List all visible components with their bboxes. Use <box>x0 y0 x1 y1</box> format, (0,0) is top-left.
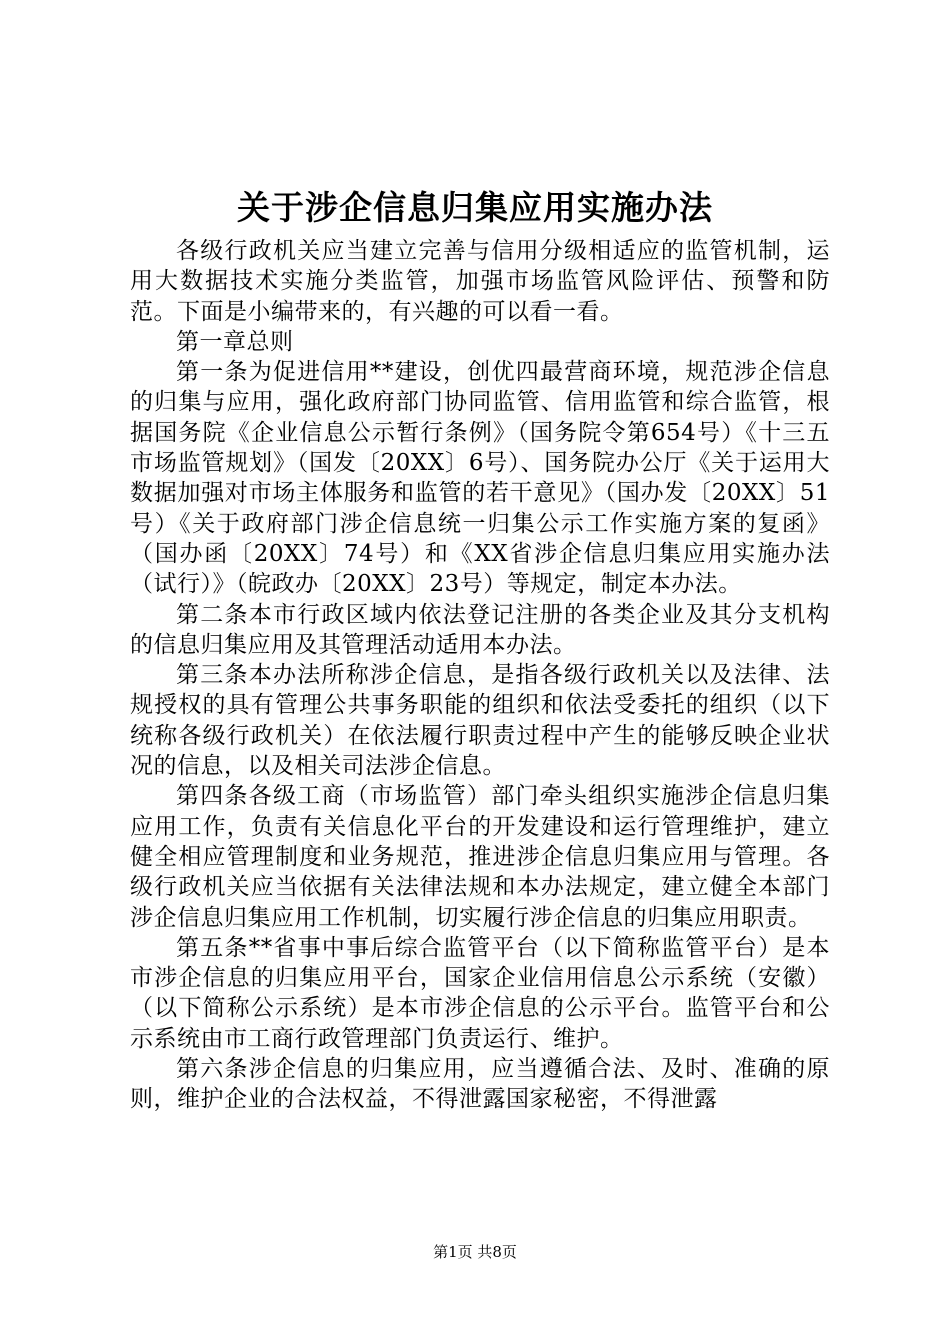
intro-paragraph: 各级行政机关应当建立完善与信用分级相适应的监管机制，运用大数据技术实施分类监管，加强市场监管风险评估、预警和防范。下面是小编带来的，有兴趣的可以看一看。 <box>130 238 830 325</box>
page-footer: 第1页 共8页 <box>433 1243 517 1261</box>
article-6-paragraph: 第六条涉企信息的归集应用，应当遵循合法、及时、准确的原则，维护企业的合法权益，不得泄露国家秘密，不得泄露 <box>130 1056 830 1113</box>
document-title: 关于涉企信息归集应用实施办法 <box>237 188 713 227</box>
article-2-paragraph: 第二条本市行政区域内依法登记注册的各类企业及其分支机构的信息归集应用及其管理活动适用本办法。 <box>130 601 830 658</box>
document-body <box>130 236 830 1115</box>
article-5-paragraph: 第五条**省事中事后综合监管平台（以下简称监管平台）是本市涉企信息的归集应用平台，国家企业信用信息公示系统（安徽）（以下简称公示系统）是本市涉企信息的公示平台。监管平台和公示系统由市工商行政管理部门负责运行、维护。 <box>130 934 830 1052</box>
article-3-paragraph: 第三条本办法所称涉企信息，是指各级行政机关以及法律、法规授权的具有管理公共事务职能的组织和依法受委托的组织（以下统称各级行政机关）在依法履行职责过程中产生的能够反映企业状况的信息，以及相关司法涉企信息。 <box>130 662 830 780</box>
chapter-heading: 第一章总则 <box>176 328 294 355</box>
article-1-paragraph: 第一条为促进信用**建设，创优四最营商环境，规范涉企信息的归集与应用，强化政府部门协同监管、信用监管和综合监管，根据国务院《企业信息公示暂行条例》（国务院令第654号）《十三五市场监管规划》（国发〔20XX〕6号）、国务院办公厅《关于运用大数据加强对市场主体服务和监管的若干意见》（国办发〔20XX〕51号）《关于政府部门涉企信息统一归集公示工作实施方案的复函》（国办函〔20XX〕74号）和《XX省涉企信息归集应用实施办法（试行）》（皖政办〔20XX〕23号）等规定，制定本办法。 <box>130 359 830 598</box>
article-4-paragraph: 第四条各级工商（市场监管）部门牵头组织实施涉企信息归集应用工作，负责有关信息化平台的开发建设和运行管理维护，建立健全相应管理制度和业务规范，推进涉企信息归集应用与管理。各级行政机关应当依据有关法律法规和本办法规定，建立健全本部门涉企信息归集应用工作机制，切实履行涉企信息的归集应用职责。 <box>130 783 830 931</box>
